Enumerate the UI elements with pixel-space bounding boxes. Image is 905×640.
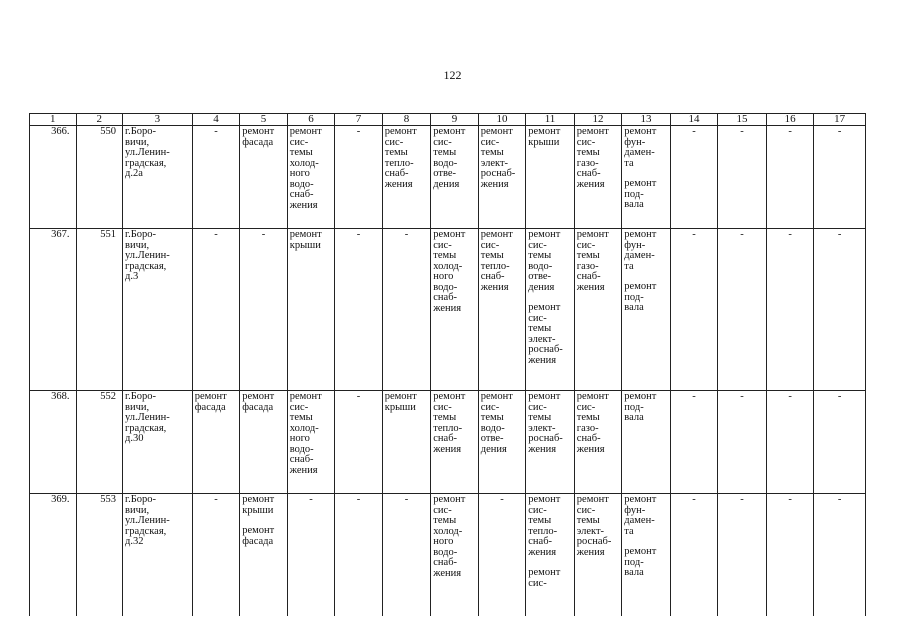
work-cell-col-8 bbox=[382, 126, 431, 229]
work-item: ремонт сис- темы тепло- снаб- жения bbox=[528, 494, 561, 558]
work-item: ремонт сис- темы холод- ного водо- снаб- жения bbox=[289, 391, 322, 476]
work-cell-col-4 bbox=[192, 494, 240, 617]
work-cell-col-16 bbox=[766, 391, 814, 494]
dash-mark: - bbox=[692, 229, 696, 240]
work-item: ремонт сис- темы элект- роснаб- жения bbox=[528, 302, 563, 366]
work-cell-col-11 bbox=[526, 126, 575, 229]
column-header-16: 16 bbox=[766, 114, 814, 126]
column-header-10: 10 bbox=[478, 114, 526, 126]
work-cell-col-11 bbox=[526, 229, 575, 391]
work-item: ремонт под- вала bbox=[624, 391, 657, 423]
work-cell-col-13 bbox=[622, 229, 671, 391]
table-row bbox=[30, 391, 866, 494]
work-cell-col-6 bbox=[287, 494, 335, 617]
work-item: ремонт фун- дамен- та bbox=[624, 126, 657, 169]
column-header-7: 7 bbox=[335, 114, 383, 126]
column-header-2: 2 bbox=[76, 114, 123, 126]
column-header-15: 15 bbox=[718, 114, 767, 126]
work-item: ремонт сис- bbox=[528, 567, 561, 589]
dash-mark: - bbox=[692, 126, 696, 137]
work-cell-col-14 bbox=[670, 229, 718, 391]
work-cell-col-7 bbox=[335, 126, 383, 229]
work-item: ремонт сис- темы тепло- снаб- жения bbox=[433, 391, 466, 455]
address-text: г.Боро- вичи, ул.Ленин- градская, д.3 bbox=[125, 229, 170, 282]
work-cell-col-5 bbox=[240, 229, 288, 391]
dash-mark: - bbox=[309, 494, 313, 505]
work-item: ремонт под- вала bbox=[624, 546, 657, 578]
column-header-4: 4 bbox=[192, 114, 240, 126]
work-cell-col-5 bbox=[240, 126, 288, 229]
dash-mark: - bbox=[740, 126, 744, 137]
work-item: ремонт сис- темы холод- ного водо- снаб- жения bbox=[289, 126, 322, 211]
table-row bbox=[30, 126, 866, 229]
work-cell-col-8 bbox=[382, 494, 431, 617]
work-cell-col-13 bbox=[622, 494, 671, 617]
work-item: ремонт сис- темы водо- отве- дения bbox=[433, 126, 466, 190]
work-cell-col-14 bbox=[670, 494, 718, 617]
work-cell-col-7 bbox=[335, 391, 383, 494]
dash-mark: - bbox=[837, 494, 842, 505]
dash-mark: - bbox=[214, 126, 218, 137]
work-item: ремонт сис- темы газо- снаб- жения bbox=[576, 229, 609, 293]
column-header-9: 9 bbox=[431, 114, 479, 126]
column-header-14: 14 bbox=[670, 114, 718, 126]
work-cell-col-8 bbox=[382, 229, 431, 391]
row-number: 367. bbox=[30, 229, 77, 391]
dash-mark: - bbox=[788, 126, 792, 137]
dash-mark: - bbox=[404, 494, 409, 505]
work-cell-col-10 bbox=[478, 494, 526, 617]
dash-mark: - bbox=[404, 229, 409, 240]
work-item: ремонт сис- темы элект- роснаб- жения bbox=[528, 391, 563, 455]
work-cell-col-5 bbox=[240, 494, 288, 617]
dash-mark: - bbox=[356, 229, 361, 240]
work-cell-col-4 bbox=[192, 126, 240, 229]
work-cell-col-10 bbox=[478, 126, 526, 229]
work-item: ремонт сис- темы холод- ного водо- снаб- жения bbox=[433, 494, 466, 579]
work-cell-col-7 bbox=[335, 494, 383, 617]
column-header-8: 8 bbox=[382, 114, 431, 126]
work-cell-col-17 bbox=[814, 494, 866, 617]
work-cell-col-15 bbox=[718, 126, 767, 229]
work-item: ремонт сис- темы газо- снаб- жения bbox=[576, 391, 609, 455]
dash-mark: - bbox=[261, 229, 266, 240]
work-cell-col-6 bbox=[287, 229, 335, 391]
dash-mark: - bbox=[740, 391, 744, 402]
work-item: ремонт крыши bbox=[384, 391, 417, 413]
work-item: ремонт фасада bbox=[242, 126, 275, 148]
work-item: ремонт фасада bbox=[242, 525, 275, 547]
work-cell-col-9 bbox=[431, 229, 479, 391]
table-row bbox=[30, 494, 866, 617]
dash-mark: - bbox=[356, 391, 361, 402]
work-cell-col-9 bbox=[431, 494, 479, 617]
object-id: 550 bbox=[76, 126, 123, 229]
dash-mark: - bbox=[692, 391, 696, 402]
dash-mark: - bbox=[837, 391, 842, 402]
work-item: ремонт сис- темы элект- роснаб- жения bbox=[576, 494, 612, 558]
work-cell-col-15 bbox=[718, 391, 767, 494]
work-item: ремонт сис- темы элект- роснаб- жения bbox=[480, 126, 516, 190]
address-cell bbox=[123, 494, 193, 617]
work-cell-col-8 bbox=[382, 391, 431, 494]
work-cell-col-15 bbox=[718, 229, 767, 391]
work-cell-col-12 bbox=[574, 494, 622, 617]
column-header-1: 1 bbox=[30, 114, 77, 126]
work-cell-col-4 bbox=[192, 229, 240, 391]
dash-mark: - bbox=[692, 494, 696, 505]
address-cell bbox=[123, 126, 193, 229]
work-cell-col-12 bbox=[574, 126, 622, 229]
work-cell-col-14 bbox=[670, 126, 718, 229]
work-item: ремонт фасада bbox=[242, 391, 275, 413]
dash-mark: - bbox=[837, 229, 842, 240]
dash-mark: - bbox=[740, 494, 744, 505]
column-header-6: 6 bbox=[287, 114, 335, 126]
address-text: г.Боро- вичи, ул.Ленин- градская, д.2а bbox=[125, 126, 170, 179]
work-item: ремонт сис- темы водо- отве- дения bbox=[528, 229, 561, 293]
address-cell bbox=[123, 229, 193, 391]
dash-mark: - bbox=[500, 494, 504, 505]
dash-mark: - bbox=[788, 494, 792, 505]
column-header-3: 3 bbox=[123, 114, 193, 126]
work-cell-col-4 bbox=[192, 391, 240, 494]
work-item: ремонт под- вала bbox=[624, 178, 657, 210]
object-id: 552 bbox=[76, 391, 123, 494]
page-number: 122 bbox=[443, 68, 462, 82]
work-cell-col-16 bbox=[766, 126, 814, 229]
work-cell-col-11 bbox=[526, 391, 575, 494]
work-cell-col-14 bbox=[670, 391, 718, 494]
work-item: ремонт сис- темы холод- ного водо- снаб- жения bbox=[433, 229, 466, 314]
dash-mark: - bbox=[788, 391, 792, 402]
work-cell-col-11 bbox=[526, 494, 575, 617]
work-cell-col-12 bbox=[574, 229, 622, 391]
column-number-header bbox=[30, 114, 866, 126]
work-item: ремонт под- вала bbox=[624, 281, 657, 313]
work-item: ремонт сис- темы газо- снаб- жения bbox=[576, 126, 609, 190]
object-id: 553 bbox=[76, 494, 123, 617]
address-text: г.Боро- вичи, ул.Ленин- градская, д.30 bbox=[125, 391, 170, 444]
work-item: ремонт фун- дамен- та bbox=[624, 229, 657, 272]
row-number: 368. bbox=[30, 391, 77, 494]
work-item: ремонт фасада bbox=[194, 391, 227, 413]
dash-mark: - bbox=[740, 229, 744, 240]
column-header-13: 13 bbox=[622, 114, 671, 126]
work-cell-col-13 bbox=[622, 391, 671, 494]
work-cell-col-16 bbox=[766, 494, 814, 617]
dash-mark: - bbox=[356, 126, 361, 137]
address-text: г.Боро- вичи, ул.Ленин- градская, д.32 bbox=[125, 494, 170, 547]
dash-mark: - bbox=[214, 494, 218, 505]
work-cell-col-5 bbox=[240, 391, 288, 494]
work-cell-col-16 bbox=[766, 229, 814, 391]
work-item: ремонт сис- темы водо- отве- дения bbox=[480, 391, 513, 455]
work-cell-col-17 bbox=[814, 126, 866, 229]
work-item: ремонт крыши bbox=[289, 229, 322, 251]
column-header-11: 11 bbox=[526, 114, 575, 126]
work-cell-col-17 bbox=[814, 391, 866, 494]
work-item: ремонт сис- темы тепло- снаб- жения bbox=[480, 229, 513, 293]
dash-mark: - bbox=[214, 229, 218, 240]
row-number: 369. bbox=[30, 494, 77, 617]
work-item: ремонт крыши bbox=[242, 494, 275, 516]
work-cell-col-15 bbox=[718, 494, 767, 617]
work-cell-col-9 bbox=[431, 391, 479, 494]
work-item: ремонт крыши bbox=[528, 126, 561, 148]
work-cell-col-13 bbox=[622, 126, 671, 229]
dash-mark: - bbox=[837, 126, 842, 137]
column-header-17: 17 bbox=[814, 114, 866, 126]
column-header-5: 5 bbox=[240, 114, 288, 126]
address-cell bbox=[123, 391, 193, 494]
dash-mark: - bbox=[788, 229, 792, 240]
dash-mark: - bbox=[356, 494, 361, 505]
table-row bbox=[30, 229, 866, 391]
work-item: ремонт сис- темы тепло- снаб- жения bbox=[384, 126, 417, 190]
column-header-12: 12 bbox=[574, 114, 622, 126]
repair-register-table bbox=[29, 113, 866, 616]
row-number: 366. bbox=[30, 126, 77, 229]
work-item: ремонт фун- дамен- та bbox=[624, 494, 657, 537]
work-cell-col-9 bbox=[431, 126, 479, 229]
work-cell-col-6 bbox=[287, 126, 335, 229]
work-cell-col-6 bbox=[287, 391, 335, 494]
object-id: 551 bbox=[76, 229, 123, 391]
work-cell-col-10 bbox=[478, 391, 526, 494]
work-cell-col-17 bbox=[814, 229, 866, 391]
work-cell-col-7 bbox=[335, 229, 383, 391]
work-cell-col-12 bbox=[574, 391, 622, 494]
work-cell-col-10 bbox=[478, 229, 526, 391]
